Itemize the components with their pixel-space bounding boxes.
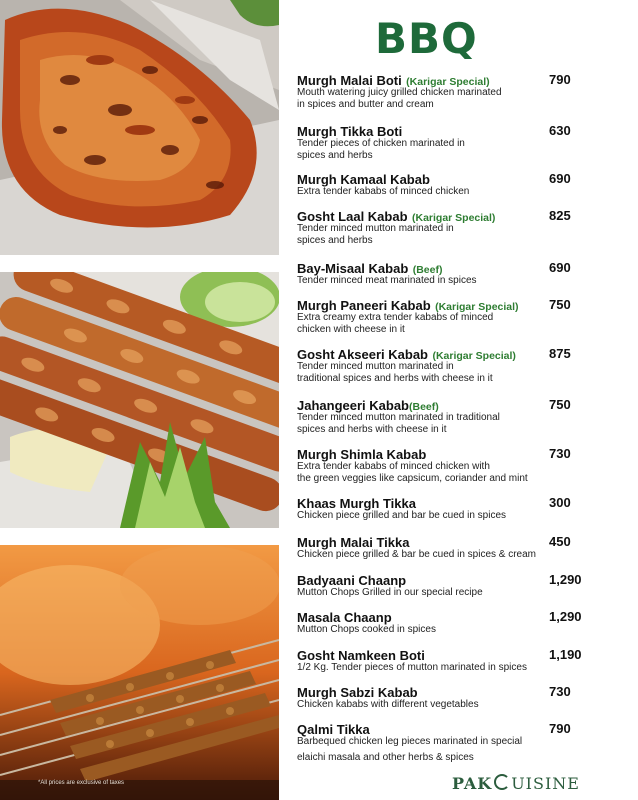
- item-desc-line: elaichi masala and other herbs & spices: [297, 751, 474, 763]
- item-desc-line: Chicken piece grilled and bar be cued in spices: [297, 510, 507, 521]
- pak-cuisine-logo: [452, 774, 580, 793]
- item-price: 1,290: [549, 572, 582, 587]
- menu-item: [297, 684, 617, 711]
- item-tag: (Karigar Special): [435, 301, 519, 313]
- item-name: Murgh Tikka Boti: [297, 124, 403, 139]
- item-tag: (Karigar Special): [411, 212, 496, 224]
- item-price: 730: [549, 446, 571, 461]
- logo-text-left: PAK: [452, 774, 493, 793]
- item-desc-line: Extra tender kababs of minced chicken with: [297, 461, 490, 472]
- item-name: Masala Chaanp: [297, 610, 392, 625]
- item-desc-line: spices and herbs with cheese in it: [297, 423, 447, 435]
- menu-title: BBQ: [375, 14, 478, 63]
- item-desc-line: Tender minced meat marinated in spices: [297, 275, 477, 286]
- menu-item: [297, 123, 617, 161]
- item-desc-line: Barbequed chicken leg pieces marinated in special: [297, 736, 523, 747]
- logo-c-icon: [494, 774, 510, 790]
- item-price: 790: [549, 721, 571, 736]
- item-tag: (Beef): [412, 264, 443, 276]
- item-desc-line: spices and herbs: [297, 234, 373, 246]
- item-desc-line: the green veggies like capsicum, coriander and mint: [297, 472, 528, 484]
- item-price: 825: [549, 208, 571, 223]
- item-name: Murgh Shimla Kabab: [297, 447, 427, 462]
- grill-skewers-photo: [0, 545, 279, 800]
- item-price: 790: [549, 72, 571, 87]
- item-price: 690: [549, 171, 571, 186]
- item-name: Murgh Paneeri Kabab: [297, 298, 431, 313]
- item-name: Murgh Kamaal Kabab: [297, 172, 430, 187]
- item-tag: (Karigar Special): [406, 76, 490, 88]
- menu-item: [297, 72, 617, 110]
- item-tag: (Beef): [409, 401, 439, 413]
- item-name: Gosht Namkeen Boti: [297, 648, 425, 663]
- item-desc-line: 1/2 Kg. Tender pieces of mutton marinated in spices: [297, 662, 527, 673]
- item-desc-line: Extra creamy extra tender kababs of minced: [297, 312, 494, 323]
- item-name: Murgh Malai Tikka: [297, 535, 410, 550]
- item-price: 300: [549, 495, 571, 510]
- item-price: 450: [549, 534, 571, 549]
- item-price: 750: [549, 397, 571, 412]
- item-tag: (Karigar Special): [432, 350, 516, 362]
- item-name: Gosht Laal Kabab: [297, 209, 408, 224]
- item-desc-line: Tender minced mutton marinated in: [297, 361, 454, 372]
- menu-item: [297, 346, 617, 384]
- item-desc-line: Mouth watering juicy grilled chicken marinated: [297, 87, 502, 98]
- item-name: Gosht Akseeri Kabab: [297, 347, 429, 362]
- chicken-boti-photo: [0, 0, 279, 255]
- menu-item: [297, 171, 617, 198]
- item-desc-line: Tender minced mutton marinated in traditional: [297, 412, 500, 423]
- menu-item: [297, 397, 617, 435]
- item-price: 875: [549, 346, 571, 361]
- item-desc-line: Mutton Chops cooked in spices: [297, 624, 436, 635]
- item-name: Bay-Misaal Kabab: [297, 261, 409, 276]
- item-desc-line: in spices and butter and cream: [297, 98, 434, 110]
- item-price: 690: [549, 260, 571, 275]
- item-price: 730: [549, 684, 571, 699]
- item-price: 750: [549, 297, 571, 312]
- item-desc-line: Extra tender kababs of minced chicken: [297, 186, 470, 197]
- item-name: Jahangeeri Kabab: [297, 398, 409, 413]
- item-price: 1,290: [549, 609, 582, 624]
- item-desc-line: traditional spices and herbs with cheese in it: [297, 372, 493, 384]
- menu-item: [297, 260, 617, 287]
- price-footnote: *All prices are exclusive of taxes: [38, 780, 125, 786]
- item-price: 1,190: [549, 647, 582, 662]
- item-desc-line: Tender pieces of chicken marinated in: [297, 138, 465, 149]
- item-name: Khaas Murgh Tikka: [297, 496, 416, 511]
- item-desc-line: Chicken kababs with different vegetables: [297, 699, 479, 710]
- menu-item: [297, 572, 617, 599]
- menu-item: [297, 721, 617, 763]
- item-name: Murgh Malai Boti: [297, 73, 402, 88]
- menu-item: [297, 534, 617, 561]
- menu-item: [297, 446, 617, 484]
- logo-text-right: UISINE: [511, 774, 580, 793]
- item-desc-line: spices and herbs: [297, 149, 373, 161]
- item-desc-line: Tender minced mutton marinated in: [297, 223, 454, 234]
- item-desc-line: Mutton Chops Grilled in our special recipe: [297, 587, 483, 598]
- item-desc-line: chicken with cheese in it: [297, 323, 405, 335]
- item-name: Badyaani Chaanp: [297, 573, 407, 588]
- item-price: 630: [549, 123, 571, 138]
- item-desc-line: Chicken piece grilled & bar be cued in spices & cream: [297, 549, 537, 560]
- menu-item: [297, 208, 617, 246]
- seekh-kabab-photo: [0, 272, 279, 528]
- item-name: Qalmi Tikka: [297, 722, 370, 737]
- menu-item: [297, 297, 617, 335]
- item-name: Murgh Sabzi Kabab: [297, 685, 418, 700]
- menu-item: [297, 609, 617, 636]
- menu-item: [297, 495, 617, 522]
- menu-item: [297, 647, 617, 674]
